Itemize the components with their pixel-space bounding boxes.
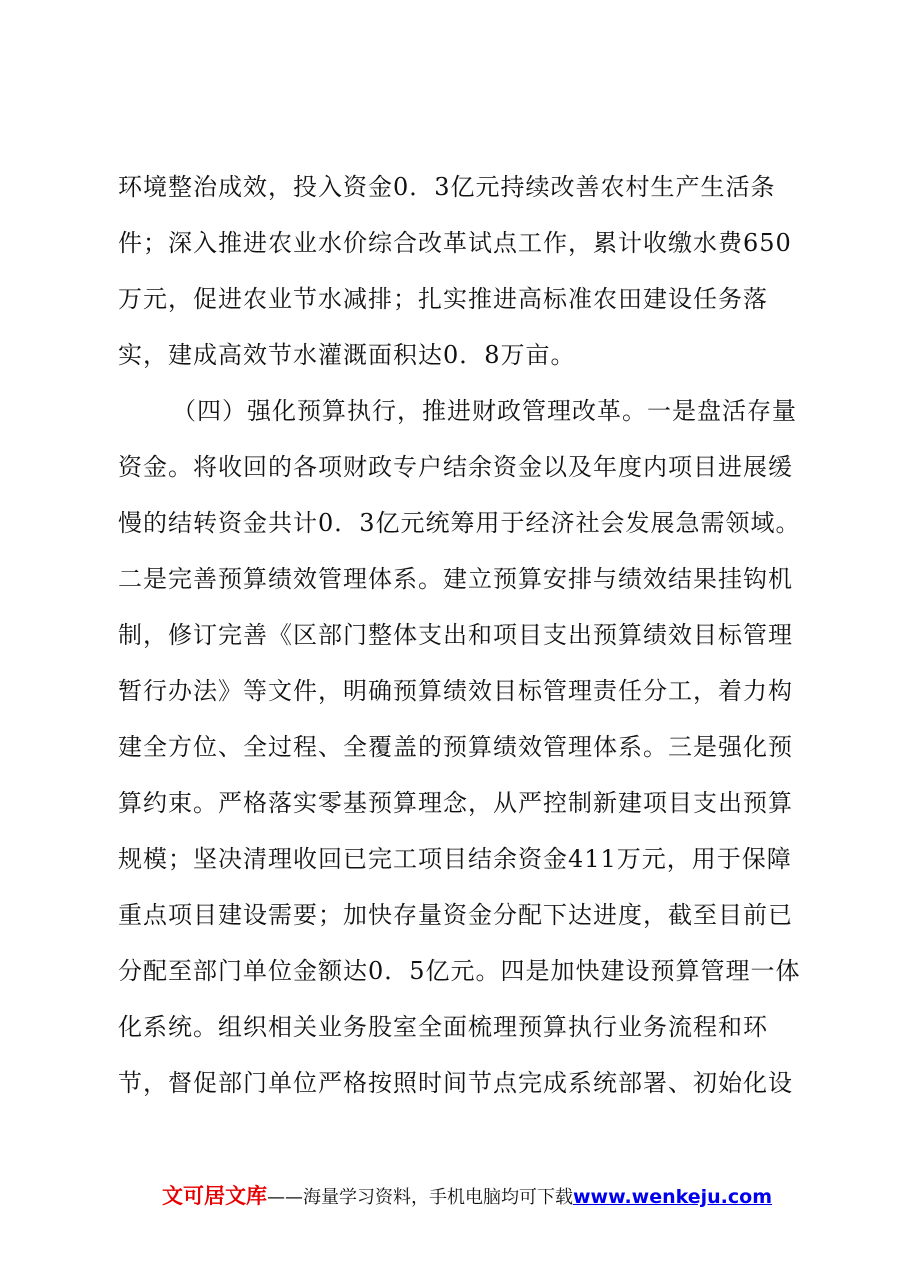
paragraph-line: 化系统。组织相关业务股室全面梳理预算执行业务流程和环 (118, 1013, 768, 1041)
paragraph-line: 节，督促部门单位严格按照时间节点完成系统部署、初始化设 (118, 1069, 793, 1097)
brand-name: 文可居文库 (162, 1184, 267, 1208)
paragraph-line: 万元，促进农业节水减排；扎实推进高标准农田建设任务落 (118, 285, 768, 313)
paragraph-line: 慢的结转资金共计0．3亿元统筹用于经济社会发展急需领域。 (118, 509, 801, 537)
paragraph-line: 算约束。严格落实零基预算理念，从严控制新建项目支出预算 (118, 789, 793, 817)
paragraph-line: 分配至部门单位金额达0．5亿元。四是加快建设预算管理一体 (118, 957, 801, 985)
paragraph-line: 实，建成高效节水灌溉面积达0．8万亩。 (118, 341, 576, 369)
website-link[interactable]: www.wenkeju.com (573, 1186, 773, 1208)
paragraph-line: 规模；坚决清理收回已完工项目结余资金411万元，用于保障 (118, 845, 792, 873)
page-footer (162, 1182, 772, 1212)
paragraph-line: 环境整治成效，投入资金0．3亿元持续改善农村生产生活条 (118, 173, 776, 201)
paragraph-line: 建全方位、全过程、全覆盖的预算绩效管理体系。三是强化预 (118, 733, 793, 761)
paragraph-line: 件；深入推进农业水价综合改革试点工作，累计收缴水费650 (118, 229, 792, 257)
section-heading-line: （四）强化预算执行，推进财政管理改革。一是盘活存量 (172, 397, 797, 425)
paragraph-line: 暂行办法》等文件，明确预算绩效目标管理责任分工，着力构 (118, 677, 793, 705)
paragraph-line: 制，修订完善《区部门整体支出和项目支出预算绩效目标管理 (118, 621, 793, 649)
paragraph-line: 二是完善预算绩效管理体系。建立预算安排与绩效结果挂钩机 (118, 565, 793, 593)
paragraph-line: 重点项目建设需要；加快存量资金分配下达进度，截至目前已 (118, 901, 793, 929)
footer-slogan: ——海量学习资料，手机电脑均可下载 (267, 1187, 573, 1208)
paragraph-line: 资金。将收回的各项财政专户结余资金以及年度内项目进展缓 (118, 453, 793, 481)
